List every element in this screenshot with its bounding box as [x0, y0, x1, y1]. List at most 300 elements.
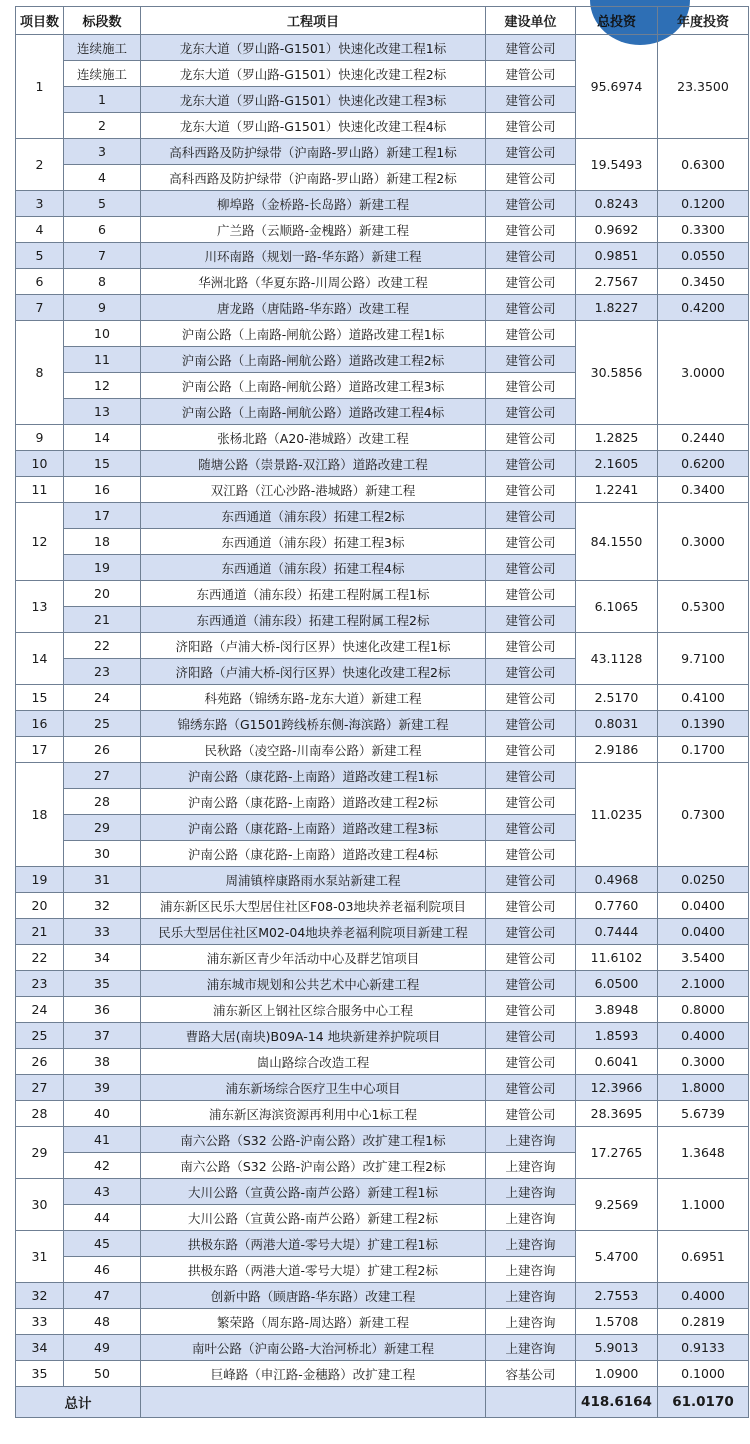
project-number-cell: 26	[16, 1049, 64, 1075]
segment-number-cell: 45	[64, 1231, 141, 1257]
annual-investment-cell: 0.2440	[658, 425, 749, 451]
project-number-cell: 21	[16, 919, 64, 945]
construction-unit-cell: 建管公司	[486, 399, 576, 425]
construction-unit-cell: 建管公司	[486, 321, 576, 347]
annual-investment-cell: 0.1000	[658, 1361, 749, 1387]
total-investment-cell: 2.1605	[576, 451, 658, 477]
total-investment-cell: 0.9692	[576, 217, 658, 243]
total-investment-sum: 418.6164	[576, 1387, 658, 1418]
total-investment-cell: 0.6041	[576, 1049, 658, 1075]
annual-investment-cell: 23.3500	[658, 35, 749, 139]
project-name-cell: 龙东大道（罗山路-G1501）快速化改建工程3标	[141, 87, 486, 113]
table-row	[16, 1231, 749, 1257]
segment-number-cell: 27	[64, 763, 141, 789]
annual-investment-cell: 0.3300	[658, 217, 749, 243]
segment-number-cell: 4	[64, 165, 141, 191]
total-investment-cell: 0.9851	[576, 243, 658, 269]
segment-number-cell: 24	[64, 685, 141, 711]
annual-investment-cell: 0.0250	[658, 867, 749, 893]
table-row	[16, 711, 749, 737]
segment-number-cell: 20	[64, 581, 141, 607]
project-name-cell: 沪南公路（上南路-闸航公路）道路改建工程1标	[141, 321, 486, 347]
total-investment-cell: 6.1065	[576, 581, 658, 633]
segment-number-cell: 26	[64, 737, 141, 763]
annual-investment-cell: 5.6739	[658, 1101, 749, 1127]
project-name-cell: 大川公路（宣黄公路-南芦公路）新建工程2标	[141, 1205, 486, 1231]
segment-number-cell: 44	[64, 1205, 141, 1231]
construction-unit-cell: 建管公司	[486, 451, 576, 477]
annual-investment-cell: 2.1000	[658, 971, 749, 997]
project-name-cell: 华洲北路（华夏东路-川周公路）改建工程	[141, 269, 486, 295]
construction-unit-cell: 建管公司	[486, 893, 576, 919]
project-name-cell: 南叶公路（沪南公路-大治河桥北）新建工程	[141, 1335, 486, 1361]
table-row	[16, 633, 749, 659]
construction-unit-cell: 建管公司	[486, 503, 576, 529]
table-row	[16, 1309, 749, 1335]
segment-number-cell: 49	[64, 1335, 141, 1361]
total-investment-cell: 1.8593	[576, 1023, 658, 1049]
construction-unit-cell: 建管公司	[486, 1023, 576, 1049]
segment-number-cell: 46	[64, 1257, 141, 1283]
project-number-cell: 18	[16, 763, 64, 867]
project-name-cell: 龙东大道（罗山路-G1501）快速化改建工程2标	[141, 61, 486, 87]
total-investment-cell: 12.3966	[576, 1075, 658, 1101]
table-row	[16, 217, 749, 243]
segment-number-cell: 17	[64, 503, 141, 529]
total-investment-cell: 28.3695	[576, 1101, 658, 1127]
construction-unit-cell: 建管公司	[486, 1049, 576, 1075]
table-row	[16, 451, 749, 477]
annual-investment-cell: 0.4100	[658, 685, 749, 711]
segment-number-cell: 29	[64, 815, 141, 841]
total-investment-cell: 0.7444	[576, 919, 658, 945]
project-name-cell: 高科西路及防护绿带（沪南路-罗山路）新建工程2标	[141, 165, 486, 191]
segment-number-cell: 8	[64, 269, 141, 295]
project-name-cell: 浦东新区青少年活动中心及群艺馆项目	[141, 945, 486, 971]
annual-investment-cell: 0.6951	[658, 1231, 749, 1283]
project-name-cell: 唐龙路（唐陆路-华东路）改建工程	[141, 295, 486, 321]
segment-number-cell: 14	[64, 425, 141, 451]
construction-unit-cell: 上建咨询	[486, 1309, 576, 1335]
table-row	[16, 997, 749, 1023]
construction-unit-cell: 上建咨询	[486, 1283, 576, 1309]
construction-unit-cell: 上建咨询	[486, 1153, 576, 1179]
annual-investment-cell: 0.9133	[658, 1335, 749, 1361]
project-name-cell: 张杨北路（A20-港城路）改建工程	[141, 425, 486, 451]
construction-unit-cell: 建管公司	[486, 373, 576, 399]
segment-number-cell: 36	[64, 997, 141, 1023]
construction-unit-cell: 建管公司	[486, 35, 576, 61]
construction-unit-cell: 建管公司	[486, 607, 576, 633]
construction-unit-cell: 上建咨询	[486, 1179, 576, 1205]
total-investment-cell: 2.7567	[576, 269, 658, 295]
project-number-cell: 15	[16, 685, 64, 711]
annual-investment-cell: 0.7300	[658, 763, 749, 867]
total-investment-cell: 5.9013	[576, 1335, 658, 1361]
segment-number-cell: 28	[64, 789, 141, 815]
total-investment-cell: 0.8031	[576, 711, 658, 737]
project-name-cell: 南六公路（S32 公路-沪南公路）改扩建工程2标	[141, 1153, 486, 1179]
total-investment-cell: 3.8948	[576, 997, 658, 1023]
segment-number-cell: 22	[64, 633, 141, 659]
table-row	[16, 139, 749, 165]
project-number-cell: 25	[16, 1023, 64, 1049]
segment-number-cell: 13	[64, 399, 141, 425]
segment-number-cell: 10	[64, 321, 141, 347]
construction-unit-cell: 建管公司	[486, 971, 576, 997]
construction-unit-cell: 建管公司	[486, 555, 576, 581]
table-row	[16, 919, 749, 945]
total-investment-cell: 43.1128	[576, 633, 658, 685]
table-row	[16, 867, 749, 893]
total-investment-cell: 1.0900	[576, 1361, 658, 1387]
project-name-cell: 大川公路（宣黄公路-南芦公路）新建工程1标	[141, 1179, 486, 1205]
project-number-cell: 6	[16, 269, 64, 295]
project-number-cell: 9	[16, 425, 64, 451]
total-investment-cell: 84.1550	[576, 503, 658, 581]
project-number-cell: 16	[16, 711, 64, 737]
table-row	[16, 269, 749, 295]
total-investment-cell: 2.5170	[576, 685, 658, 711]
segment-number-cell: 9	[64, 295, 141, 321]
project-name-cell: 科苑路（锦绣东路-龙东大道）新建工程	[141, 685, 486, 711]
total-investment-cell: 1.8227	[576, 295, 658, 321]
construction-unit-cell: 建管公司	[486, 243, 576, 269]
segment-number-cell: 25	[64, 711, 141, 737]
annual-investment-cell: 0.2819	[658, 1309, 749, 1335]
project-number-cell: 11	[16, 477, 64, 503]
project-name-cell: 随塘公路（崇景路-双江路）道路改建工程	[141, 451, 486, 477]
segment-number-cell: 37	[64, 1023, 141, 1049]
project-number-cell: 22	[16, 945, 64, 971]
project-number-cell: 3	[16, 191, 64, 217]
project-number-cell: 17	[16, 737, 64, 763]
table-row	[16, 945, 749, 971]
segment-number-cell: 30	[64, 841, 141, 867]
table-row	[16, 685, 749, 711]
construction-unit-cell: 建管公司	[486, 61, 576, 87]
project-name-cell: 东西通道（浦东段）拓建工程3标	[141, 529, 486, 555]
construction-unit-cell: 建管公司	[486, 633, 576, 659]
table-row	[16, 295, 749, 321]
project-name-cell: 沪南公路（康花路-上南路）道路改建工程2标	[141, 789, 486, 815]
segment-number-cell: 11	[64, 347, 141, 373]
project-name-cell: 沪南公路（上南路-闸航公路）道路改建工程4标	[141, 399, 486, 425]
annual-investment-cell: 0.1200	[658, 191, 749, 217]
total-investment-cell: 0.4968	[576, 867, 658, 893]
segment-number-cell: 50	[64, 1361, 141, 1387]
project-number-cell: 4	[16, 217, 64, 243]
project-name-cell: 周浦镇梓康路雨水泵站新建工程	[141, 867, 486, 893]
table-row	[16, 1049, 749, 1075]
table-row	[16, 1283, 749, 1309]
project-name-cell: 川环南路（规划一路-华东路）新建工程	[141, 243, 486, 269]
annual-investment-cell: 0.4000	[658, 1023, 749, 1049]
project-name-cell: 东西通道（浦东段）拓建工程附属工程1标	[141, 581, 486, 607]
table-row	[16, 763, 749, 789]
total-investment-cell: 1.2241	[576, 477, 658, 503]
total-investment-cell: 11.6102	[576, 945, 658, 971]
total-label: 总计	[16, 1387, 141, 1418]
segment-number-cell: 1	[64, 87, 141, 113]
segment-number-cell: 43	[64, 1179, 141, 1205]
construction-unit-cell: 建管公司	[486, 347, 576, 373]
project-number-cell: 12	[16, 503, 64, 581]
construction-unit-cell: 建管公司	[486, 581, 576, 607]
segment-number-cell: 3	[64, 139, 141, 165]
header-project-name: 工程项目	[141, 7, 486, 35]
total-investment-cell: 2.7553	[576, 1283, 658, 1309]
construction-unit-cell: 建管公司	[486, 997, 576, 1023]
construction-unit-cell: 建管公司	[486, 763, 576, 789]
table-row	[16, 971, 749, 997]
project-number-cell: 23	[16, 971, 64, 997]
project-number-cell: 8	[16, 321, 64, 425]
project-number-cell: 14	[16, 633, 64, 685]
construction-unit-cell: 建管公司	[486, 945, 576, 971]
table-row	[16, 321, 749, 347]
total-investment-cell: 19.5493	[576, 139, 658, 191]
segment-number-cell: 38	[64, 1049, 141, 1075]
construction-unit-cell: 上建咨询	[486, 1257, 576, 1283]
project-number-cell: 31	[16, 1231, 64, 1283]
table-row	[16, 581, 749, 607]
project-name-cell: 高科西路及防护绿带（沪南路-罗山路）新建工程1标	[141, 139, 486, 165]
project-name-cell: 拱极东路（两港大道-零号大堤）扩建工程1标	[141, 1231, 486, 1257]
table-row	[16, 243, 749, 269]
segment-number-cell: 连续施工	[64, 61, 141, 87]
construction-unit-cell: 容基公司	[486, 1361, 576, 1387]
total-investment-cell: 1.5708	[576, 1309, 658, 1335]
annual-investment-cell: 0.6300	[658, 139, 749, 191]
project-name-cell: 济阳路（卢浦大桥-闵行区界）快速化改建工程1标	[141, 633, 486, 659]
construction-unit-cell: 建管公司	[486, 217, 576, 243]
total-investment-cell: 5.4700	[576, 1231, 658, 1283]
table-body	[16, 35, 749, 1387]
investment-table-container	[15, 6, 748, 1418]
project-name-cell: 繁荣路（周东路-周达路）新建工程	[141, 1309, 486, 1335]
total-investment-cell: 11.0235	[576, 763, 658, 867]
project-name-cell: 创新中路（顾唐路-华东路）改建工程	[141, 1283, 486, 1309]
project-number-cell: 33	[16, 1309, 64, 1335]
total-annual-sum: 61.0170	[658, 1387, 749, 1418]
construction-unit-cell: 建管公司	[486, 737, 576, 763]
project-name-cell: 龙东大道（罗山路-G1501）快速化改建工程1标	[141, 35, 486, 61]
construction-unit-cell: 建管公司	[486, 711, 576, 737]
total-investment-cell: 0.7760	[576, 893, 658, 919]
annual-investment-cell: 1.3648	[658, 1127, 749, 1179]
construction-unit-cell: 上建咨询	[486, 1205, 576, 1231]
segment-number-cell: 35	[64, 971, 141, 997]
project-number-cell: 32	[16, 1283, 64, 1309]
project-number-cell: 27	[16, 1075, 64, 1101]
annual-investment-cell: 0.3000	[658, 1049, 749, 1075]
table-row	[16, 191, 749, 217]
annual-investment-cell: 1.1000	[658, 1179, 749, 1231]
project-name-cell: 南六公路（S32 公路-沪南公路）改扩建工程1标	[141, 1127, 486, 1153]
annual-investment-cell: 0.3450	[658, 269, 749, 295]
annual-investment-cell: 0.3400	[658, 477, 749, 503]
table-row	[16, 1335, 749, 1361]
table-row	[16, 1179, 749, 1205]
table-row	[16, 893, 749, 919]
table-header-row	[16, 7, 749, 35]
segment-number-cell: 7	[64, 243, 141, 269]
project-name-cell: 东西通道（浦东段）拓建工程4标	[141, 555, 486, 581]
table-row	[16, 1075, 749, 1101]
construction-unit-cell: 建管公司	[486, 685, 576, 711]
project-name-cell: 双江路（江心沙路-港城路）新建工程	[141, 477, 486, 503]
project-number-cell: 35	[16, 1361, 64, 1387]
project-name-cell: 浦东城市规划和公共艺术中心新建工程	[141, 971, 486, 997]
annual-investment-cell: 3.5400	[658, 945, 749, 971]
construction-unit-cell: 建管公司	[486, 529, 576, 555]
construction-unit-cell: 建管公司	[486, 1101, 576, 1127]
segment-number-cell: 15	[64, 451, 141, 477]
segment-number-cell: 31	[64, 867, 141, 893]
project-name-cell: 东西通道（浦东段）拓建工程附属工程2标	[141, 607, 486, 633]
project-name-cell: 龙东大道（罗山路-G1501）快速化改建工程4标	[141, 113, 486, 139]
segment-number-cell: 33	[64, 919, 141, 945]
annual-investment-cell: 0.6200	[658, 451, 749, 477]
project-number-cell: 20	[16, 893, 64, 919]
project-name-cell: 东西通道（浦东段）拓建工程2标	[141, 503, 486, 529]
table-row	[16, 737, 749, 763]
segment-number-cell: 42	[64, 1153, 141, 1179]
table-row	[16, 1361, 749, 1387]
table-row	[16, 477, 749, 503]
annual-investment-cell: 0.5300	[658, 581, 749, 633]
construction-unit-cell: 建管公司	[486, 841, 576, 867]
segment-number-cell: 6	[64, 217, 141, 243]
construction-unit-cell: 建管公司	[486, 425, 576, 451]
project-name-cell: 锦绣东路（G1501跨线桥东侧-海滨路）新建工程	[141, 711, 486, 737]
project-name-cell: 拱极东路（两港大道-零号大堤）扩建工程2标	[141, 1257, 486, 1283]
header-annual-investment: 年度投资	[658, 7, 749, 35]
segment-number-cell: 41	[64, 1127, 141, 1153]
project-number-cell: 1	[16, 35, 64, 139]
table-row	[16, 1127, 749, 1153]
segment-number-cell: 12	[64, 373, 141, 399]
construction-unit-cell: 上建咨询	[486, 1127, 576, 1153]
total-investment-cell: 2.9186	[576, 737, 658, 763]
construction-unit-cell: 建管公司	[486, 139, 576, 165]
total-investment-cell: 30.5856	[576, 321, 658, 425]
total-investment-cell: 9.2569	[576, 1179, 658, 1231]
construction-unit-cell: 建管公司	[486, 867, 576, 893]
project-number-cell: 10	[16, 451, 64, 477]
project-number-cell: 30	[16, 1179, 64, 1231]
project-number-cell: 24	[16, 997, 64, 1023]
total-empty-cell	[486, 1387, 576, 1418]
segment-number-cell: 48	[64, 1309, 141, 1335]
annual-investment-cell: 0.4200	[658, 295, 749, 321]
project-number-cell: 5	[16, 243, 64, 269]
project-number-cell: 13	[16, 581, 64, 633]
header-construction-unit: 建设单位	[486, 7, 576, 35]
table-row	[16, 1023, 749, 1049]
construction-unit-cell: 建管公司	[486, 919, 576, 945]
header-project-count: 项目数	[16, 7, 64, 35]
annual-investment-cell: 0.8000	[658, 997, 749, 1023]
annual-investment-cell: 0.4000	[658, 1283, 749, 1309]
segment-number-cell: 32	[64, 893, 141, 919]
annual-investment-cell: 3.0000	[658, 321, 749, 425]
project-name-cell: 民乐大型居住社区M02-04地块养老福利院项目新建工程	[141, 919, 486, 945]
investment-table	[15, 6, 749, 1418]
project-number-cell: 28	[16, 1101, 64, 1127]
annual-investment-cell: 0.3000	[658, 503, 749, 581]
segment-number-cell: 2	[64, 113, 141, 139]
construction-unit-cell: 建管公司	[486, 1075, 576, 1101]
segment-number-cell: 19	[64, 555, 141, 581]
project-name-cell: 崮山路综合改造工程	[141, 1049, 486, 1075]
annual-investment-cell: 1.8000	[658, 1075, 749, 1101]
project-name-cell: 广兰路（云顺路-金槐路）新建工程	[141, 217, 486, 243]
project-name-cell: 沪南公路（康花路-上南路）道路改建工程3标	[141, 815, 486, 841]
construction-unit-cell: 建管公司	[486, 191, 576, 217]
project-name-cell: 巨峰路（申江路-金穗路）改扩建工程	[141, 1361, 486, 1387]
project-name-cell: 沪南公路（康花路-上南路）道路改建工程4标	[141, 841, 486, 867]
segment-number-cell: 5	[64, 191, 141, 217]
table-total-row	[16, 1387, 749, 1418]
project-name-cell: 柳埠路（金桥路-长岛路）新建工程	[141, 191, 486, 217]
project-name-cell: 浦东新区上钢社区综合服务中心工程	[141, 997, 486, 1023]
project-name-cell: 济阳路（卢浦大桥-闵行区界）快速化改建工程2标	[141, 659, 486, 685]
annual-investment-cell: 0.1700	[658, 737, 749, 763]
total-investment-cell: 1.2825	[576, 425, 658, 451]
construction-unit-cell: 建管公司	[486, 269, 576, 295]
project-name-cell: 曹路大居(南块)B09A-14 地块新建养护院项目	[141, 1023, 486, 1049]
table-row	[16, 425, 749, 451]
annual-investment-cell: 9.7100	[658, 633, 749, 685]
construction-unit-cell: 建管公司	[486, 659, 576, 685]
project-name-cell: 浦东新区民乐大型居住社区F08-03地块养老福利院项目	[141, 893, 486, 919]
annual-investment-cell: 0.0400	[658, 893, 749, 919]
total-investment-cell: 95.6974	[576, 35, 658, 139]
project-name-cell: 沪南公路（上南路-闸航公路）道路改建工程2标	[141, 347, 486, 373]
segment-number-cell: 23	[64, 659, 141, 685]
segment-number-cell: 18	[64, 529, 141, 555]
annual-investment-cell: 0.0400	[658, 919, 749, 945]
segment-number-cell: 16	[64, 477, 141, 503]
construction-unit-cell: 建管公司	[486, 165, 576, 191]
construction-unit-cell: 建管公司	[486, 87, 576, 113]
project-name-cell: 浦东新场综合医疗卫生中心项目	[141, 1075, 486, 1101]
project-number-cell: 19	[16, 867, 64, 893]
project-name-cell: 沪南公路（上南路-闸航公路）道路改建工程3标	[141, 373, 486, 399]
total-investment-cell: 0.8243	[576, 191, 658, 217]
total-empty-cell	[141, 1387, 486, 1418]
construction-unit-cell: 上建咨询	[486, 1231, 576, 1257]
total-investment-cell: 6.0500	[576, 971, 658, 997]
header-total-investment: 总投资	[576, 7, 658, 35]
construction-unit-cell: 建管公司	[486, 113, 576, 139]
project-number-cell: 34	[16, 1335, 64, 1361]
header-segment-count: 标段数	[64, 7, 141, 35]
construction-unit-cell: 建管公司	[486, 295, 576, 321]
project-name-cell: 民秋路（凌空路-川南奉公路）新建工程	[141, 737, 486, 763]
segment-number-cell: 34	[64, 945, 141, 971]
segment-number-cell: 39	[64, 1075, 141, 1101]
segment-number-cell: 47	[64, 1283, 141, 1309]
table-row	[16, 1101, 749, 1127]
segment-number-cell: 21	[64, 607, 141, 633]
table-row	[16, 503, 749, 529]
segment-number-cell: 40	[64, 1101, 141, 1127]
construction-unit-cell: 建管公司	[486, 477, 576, 503]
project-name-cell: 沪南公路（康花路-上南路）道路改建工程1标	[141, 763, 486, 789]
